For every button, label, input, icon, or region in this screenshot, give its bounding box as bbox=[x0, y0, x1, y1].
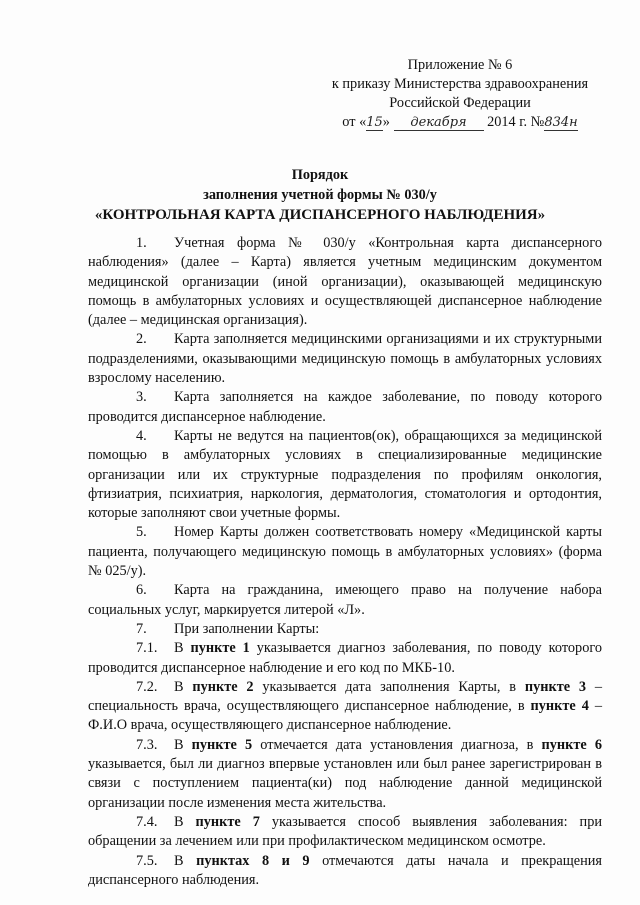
document-body bbox=[88, 234, 602, 890]
item-number: 6. bbox=[136, 582, 147, 599]
item-number: 7. bbox=[136, 620, 147, 637]
item-text: отмечается дата установления диагноза, в bbox=[252, 736, 542, 753]
appendix-number: Приложение № 6 bbox=[407, 57, 513, 73]
item-text: В bbox=[174, 852, 197, 869]
item-ref: пункте 5 bbox=[191, 736, 253, 753]
title-line-2: заполнения учетной формы № 030/у bbox=[203, 187, 437, 203]
item-7-4 bbox=[88, 813, 602, 852]
item-text: В bbox=[174, 640, 191, 657]
item-number: 7.2. bbox=[136, 678, 158, 695]
item-number: 4. bbox=[136, 427, 147, 444]
item-2 bbox=[88, 330, 602, 388]
order-country: Российской Федерации bbox=[389, 95, 531, 111]
document-title bbox=[0, 165, 640, 225]
item-4 bbox=[88, 427, 602, 523]
item-text: Карта заполняется на каждое заболевание, по поводу которого проводится диспансерное наблюдение. bbox=[88, 389, 602, 425]
item-ref: пункте 3 bbox=[524, 678, 587, 695]
item-ref: пунктах 8 и 9 bbox=[196, 852, 310, 869]
item-7-3 bbox=[88, 736, 602, 813]
item-text: При заполнении Карты: bbox=[174, 620, 320, 637]
item-text: отмечаются даты начала и прекращения диспансерного наблюдения. bbox=[88, 852, 602, 888]
item-text: – специальность врача, осуществляющего диспансерное наблюдение, в bbox=[88, 678, 602, 715]
item-number: 7.3. bbox=[136, 736, 158, 753]
item-ref: пункте 6 bbox=[541, 736, 603, 753]
item-number: 7.5. bbox=[136, 852, 158, 869]
item-text: указывается диагноз заболевания, по поводу которого проводится диспансерное наблюдение и его код по МКБ-10. bbox=[88, 640, 602, 676]
date-year: 2014 г. № bbox=[487, 114, 545, 130]
date-prefix: от « bbox=[342, 114, 367, 130]
item-text: указывается способ выявления заболевания: при обращении за лечением или при профилактическом медицинском осмотре. bbox=[88, 813, 602, 850]
item-number: 2. bbox=[136, 331, 147, 348]
item-3 bbox=[88, 388, 602, 427]
order-ministry: к приказу Министерства здравоохранения bbox=[331, 76, 589, 92]
item-text: Номер Карты должен соответствовать номеру «Медицинской карты пациента, получающего медицинскую помощь в амбулаторных условиях» (форма № 025/у). bbox=[88, 524, 602, 580]
item-number: 7.4. bbox=[136, 813, 158, 830]
item-7 bbox=[88, 620, 602, 639]
item-text: В bbox=[174, 678, 193, 695]
item-ref: пункте 2 bbox=[192, 678, 254, 695]
item-text: указывается дата заполнения Карты, в bbox=[253, 678, 525, 695]
item-ref: пункте 4 bbox=[530, 698, 589, 715]
item-text: Учетная форма № 030/у «Контрольная карта диспансерного наблюдения» (далее – Карта) является учетным медицинским документом медицинской организации (иной организации), оказывающей медицинскую помощь в амбулаторных условиях и осуществляющей диспансерное наблюдение (далее – медицинская организация). bbox=[88, 235, 602, 329]
item-1 bbox=[88, 234, 602, 330]
item-text: Карта на гражданина, имеющего право на получение набора социальных услуг, маркируется литерой «Л». bbox=[88, 582, 602, 618]
item-text: Карта заполняется медицинскими организациями и их структурными подразделениями, оказывающими медицинскую помощь в амбулаторных условиях взрослому населению. bbox=[88, 331, 602, 387]
item-7-5 bbox=[88, 852, 602, 891]
item-ref: пункте 7 bbox=[195, 813, 260, 830]
item-text: В bbox=[174, 736, 192, 753]
item-number: 7.1. bbox=[136, 640, 158, 657]
item-6 bbox=[88, 581, 602, 620]
handwritten-order-number: 834н bbox=[544, 115, 578, 130]
handwritten-month: декабря bbox=[394, 115, 484, 131]
appendix-header bbox=[300, 56, 620, 132]
item-text: указывается, был ли диагноз впервые установлен или был ранее зарегистрирован в связи с поступлением пациента(ки) под наблюдение данной медицинской организации после изменения места жительства. bbox=[88, 756, 602, 811]
handwritten-day: 15 bbox=[366, 115, 383, 130]
item-5 bbox=[88, 523, 602, 581]
item-7-2 bbox=[88, 678, 602, 736]
item-7-1 bbox=[88, 639, 602, 678]
item-text: Карты не ведутся на пациентов(ок), обращающихся за медицинской помощью в амбулаторных условиях в специализированные медицинские организации или их структурные подразделения по профилям онкология, фтизиатрия, психиатрия, наркология, дерматология, стоматология и ортодонтия, которые заполняют свои учетные формы. bbox=[88, 427, 602, 522]
item-text: В bbox=[174, 813, 196, 830]
title-line-3: «КОНТРОЛЬНАЯ КАРТА ДИСПАНСЕРНОГО НАБЛЮДЕНИЯ» bbox=[94, 207, 546, 223]
date-quote: » bbox=[382, 114, 390, 130]
item-number: 5. bbox=[136, 524, 147, 541]
order-date-line bbox=[300, 113, 620, 132]
item-text: – Ф.И.О врача, осуществляющего диспансерное наблюдение. bbox=[88, 698, 602, 734]
item-number: 3. bbox=[136, 389, 147, 406]
item-ref: пункте 1 bbox=[190, 640, 250, 657]
item-number: 1. bbox=[136, 235, 147, 251]
title-line-1: Порядок bbox=[291, 167, 349, 183]
